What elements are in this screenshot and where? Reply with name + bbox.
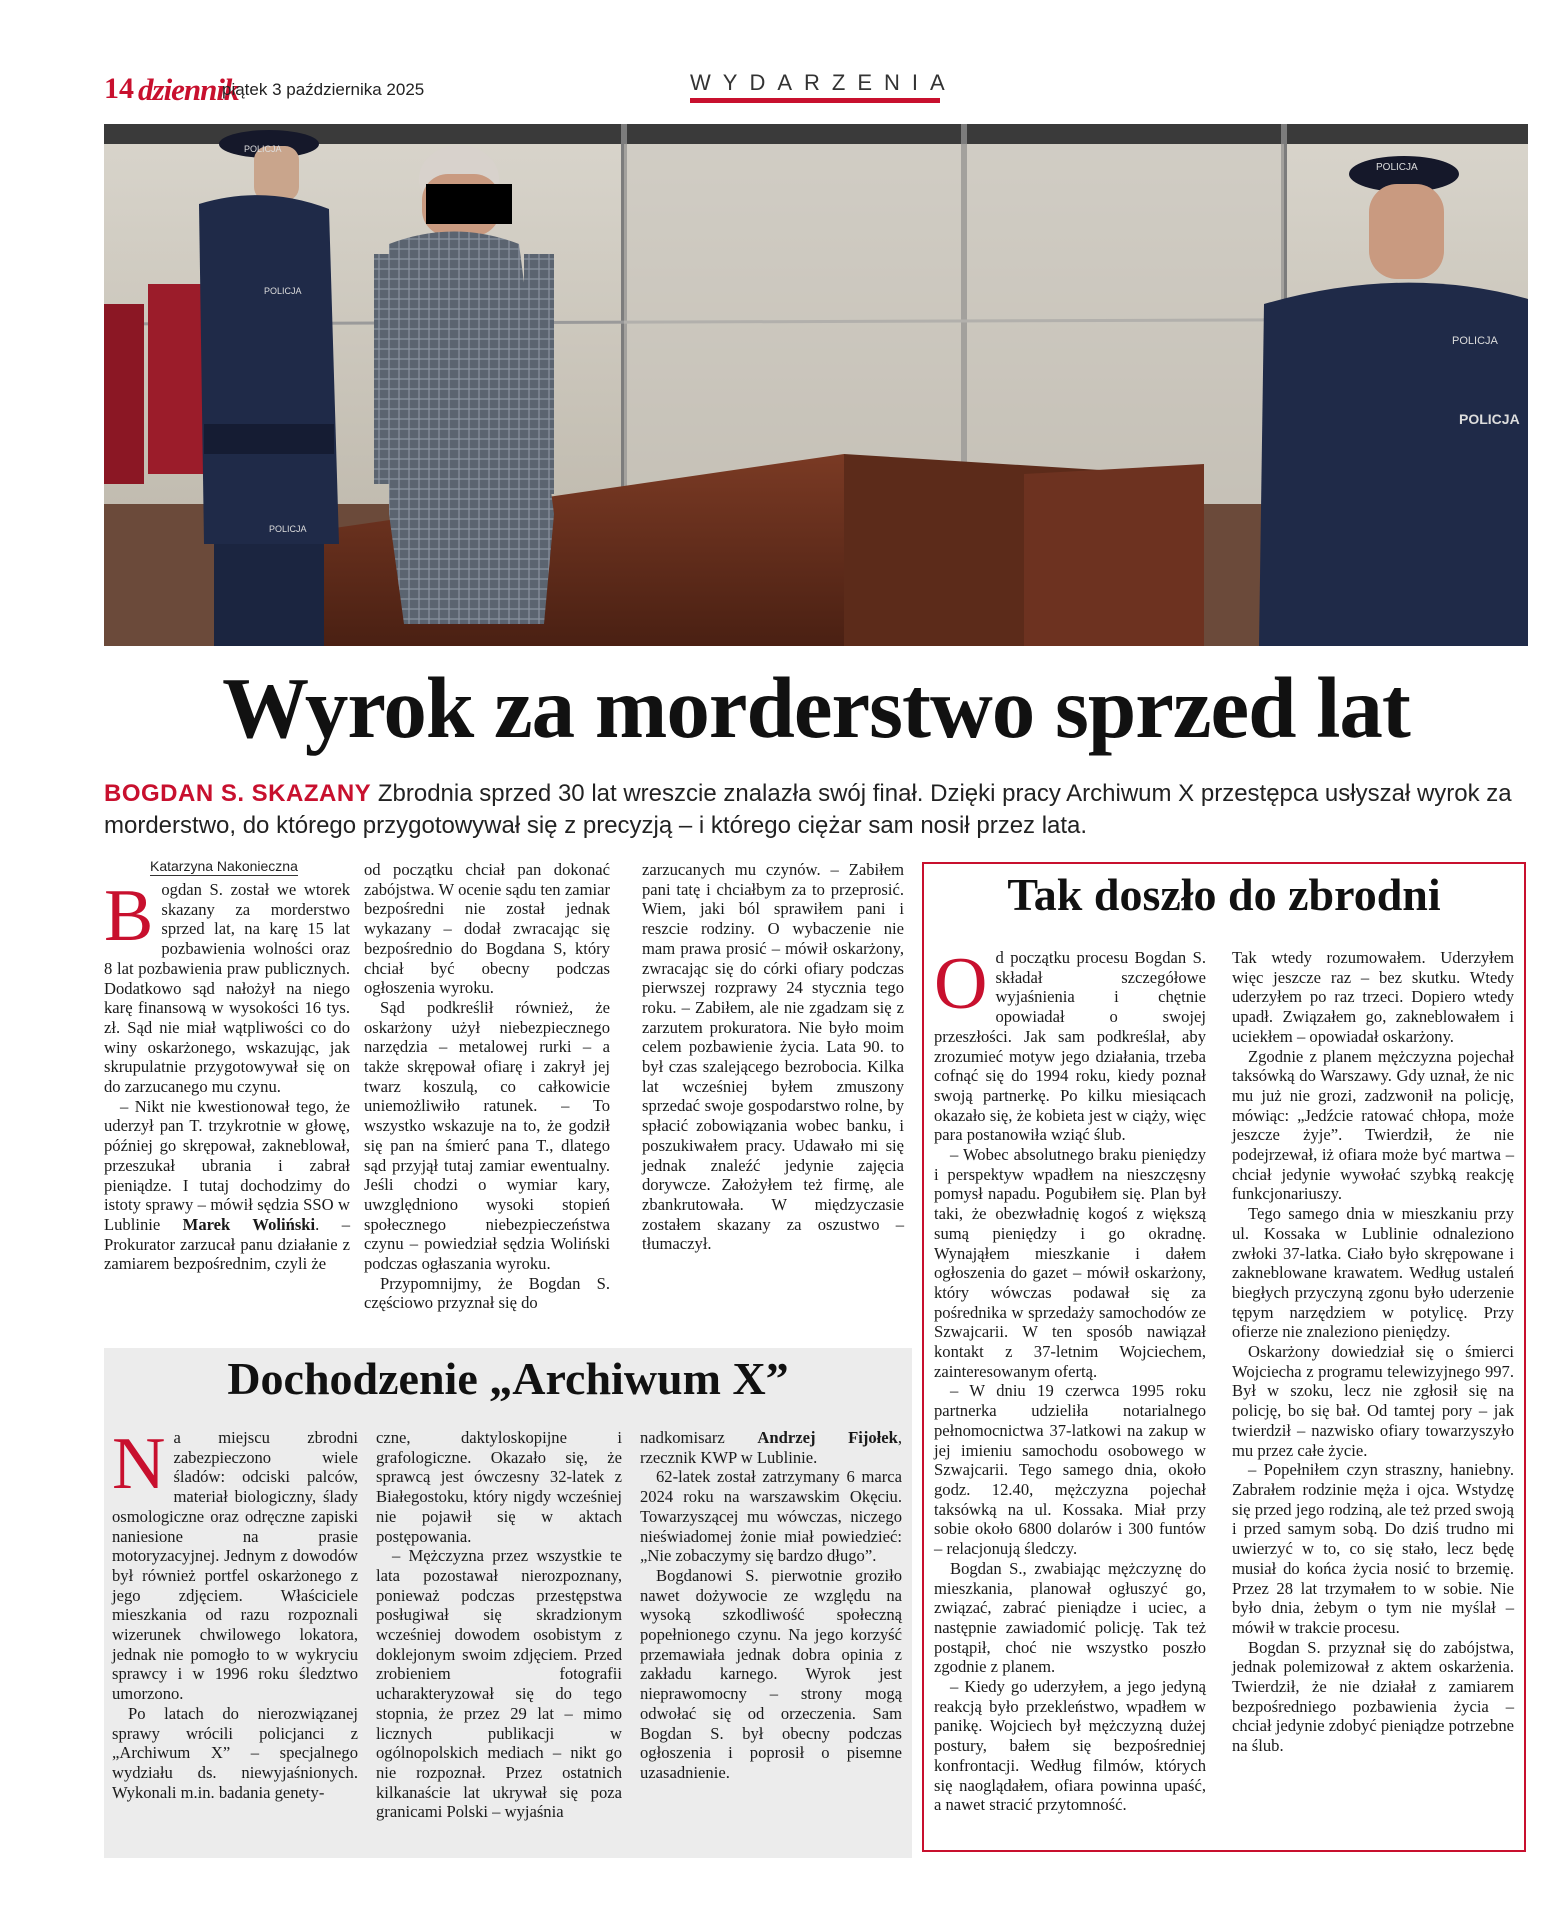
archiwum-column-2 — [376, 1428, 622, 1822]
paragraph: od początku chciał pan dokonać zabójstwa. W ocenie sądu ten zamiar bezpośredni nie został jednak wykazany – dodał zwracając się bezpośrednio do Bogdana S, który chciał być obecny podczas ogłoszenia wyroku. — [364, 860, 610, 998]
article-column-1 — [104, 875, 350, 1274]
judge-name: Marek Woliński — [182, 1214, 316, 1234]
sidebar-title: Tak doszło do zbrodni — [1007, 869, 1441, 920]
paragraph — [104, 1097, 350, 1274]
paragraph: Bogdan S. przyznał się do zabójstwa, jednak polemizował z aktem oskarżenia. Twierdził, że nie działał z zamiarem bezpośredniego pozbawienia życia – chciał jedynie zdobyć pieniądze potrzebne na ślub. — [1232, 1637, 1514, 1756]
paragraph: – Wobec absolutnego braku pieniędzy i perspektyw wpadłem na nieszczęsny pomysł napadu. Pogubiłem się. Plan był taki, że obezwładnię kogoś z większą sumą pieniędzy i go okradnę. Wynająłem mieszkanie i dałem ogłoszenia do gazet – mówił oskarżony, który wówczas podawał się za pośrednika w sprzedaży samochodów ze Szwajcarii. W ten sposób nawiązał kontakt z 37-letnim Wojciechem, zainteresowanym ofertą. — [934, 1145, 1206, 1381]
paragraph — [640, 1428, 902, 1467]
vest-badge-text-5: POLICJA — [1452, 335, 1498, 347]
archiwum-column-1 — [112, 1423, 358, 1802]
text-run: . – Prokurator zarzucał panu działanie z zamiarem bezpośrednim, czyli że — [104, 1214, 350, 1274]
page-number: 14 — [104, 72, 134, 105]
sidebar-column-1 — [934, 943, 1206, 1815]
paragraph: – W dniu 19 czerwca 1995 roku partnerka udzieliła notarialnego pełnomocnictwa 37-latkowi na zakup w jej imieniu samochodu osobowego w Szwajcarii. Tego samego dnia, około godz. 12.40, mężczyzna pojechał taksówką na ul. Kossaka. Miał przy sobie około 6800 dolarów i 300 funtów – relacjonują śledczy. — [934, 1381, 1206, 1559]
paragraph: – Mężczyzna przez wszystkie te lata pozostawał nierozpoznany, ponieważ podczas przestępstwa posługiwał się skradzionym wcześniej dowodem osobistym z doklejonym swoim zdjęciem. Przed zrobieniem fotografii ucharakteryzował się do tego stopnia, że przez 29 lat – mimo licznych publikacji w ogólnopolskich mediach – nikt go nie rozpoznał. Przez ostatnich kilkanaście lat ukrywał się poza granicami Polski – wyjaśnia — [376, 1546, 622, 1822]
section-underline — [690, 98, 940, 103]
courtroom-photo — [104, 124, 1528, 646]
text-run: , rzecznik KWP w Lublinie. — [640, 1428, 903, 1467]
paragraph: ogdan S. został we wtorek skazany za morderstwo sprzed lat, na karę 15 lat pozbawienia wolności oraz 8 lat pozbawienia praw publicznych. Dodatkowo sąd nałożył na niego karę finansową w wysokości 16 tys. zł. Sąd nie miał wątpliwości co do winy oskarżonego, wskazując, jak skrupulatnie przygotowywał się on do zarzucanego mu czynu. — [104, 880, 350, 1097]
vest-badge-text-3: POLICJA — [269, 524, 307, 534]
paragraph: Sąd podkreślił również, że oskarżony użył niebezpiecznego narzędzia – metalowej rurki – a także skrępował ofiarę i zakrył jej twarz koszulą, co całkowicie uniemożliwiło ratunek. – To wszystko wskazuje na to, że godził się pan na śmierć pana T., dlatego sąd przyjął tutaj zamiar ewentualny. Jeśli chodzi o wymiar kary, uwzględniono wysoki stopień społecznego niebezpieczeństwa czynu – powiedział sędzia Woliński podczas ogłaszania wyroku. — [364, 997, 610, 1274]
cap-badge-text-1: POLICJA — [244, 144, 282, 154]
dropcap-b: B — [104, 875, 154, 957]
paragraph: Tego samego dnia w mieszkaniu przy ul. Kossaka w Lublinie odnaleziono zwłoki 37-latka. Ciało było skrępowane i zakneblowane krawatem. Według ustaleń biegłych przyczyną zgonu było uderzenie tępym narzędziem w potylicę. Przy ofierze nie znaleziono pieniędzy. — [1232, 1204, 1514, 1342]
archiwum-title: Dochodzenie „Archiwum X” — [227, 1353, 789, 1404]
sidebar-column-2 — [1232, 948, 1514, 1756]
section-title: WYDARZENIA — [690, 70, 957, 95]
paragraph: Po latach do nierozwiązanej sprawy wrócili policjanci z „Archiwum X” – specjalnego wydziału ds. niewyjaśnionych. Wykonali m.in. badania genety- — [112, 1703, 358, 1802]
vest-badge-text-6: POLICJA — [1459, 411, 1520, 427]
paragraph: a miejscu zbrodni zabezpieczono wiele śladów: odciski palców, materiał biologiczny, ślady osmologiczne oraz odręczne zapiski naniesione na prasie motoryzacyjnej. Jednym z dowodów był również portfel oskarżonego z jego zdjęciem. Właściciele mieszkania od razu rozpoznali wizerunek chwilowego lokatora, jednak nie pomogło to w wykryciu sprawcy i w 1996 roku śledztwo umorzono. — [112, 1428, 358, 1704]
cap-badge-text-4: POLICJA — [1376, 162, 1418, 173]
article-column-3 — [642, 860, 904, 1254]
lead-kicker: BOGDAN S. SKAZANY — [104, 780, 372, 807]
author-byline: Katarzyna Nakonieczna — [150, 858, 298, 874]
paragraph: Tak wtedy rozumowałem. Uderzyłem więc jeszcze raz – bez skutku. Wtedy uderzyłem po raz trzeci. Dopiero wtedy upadł. Związałem go, zakneblowałem i uciekłem – opowiadał oskarżony. — [1232, 948, 1514, 1046]
dropcap-o: O — [934, 943, 988, 1025]
paragraph: zarzucanych mu czynów. – Zabiłem pani tatę i chciałbym za to przeprosić. Wiem, jaki ból sprawiłem pani i reszcie rodziny. O wybaczenie nie mam prawa prosić – mówił oskarżony, zwracając się do córki ofiary podczas pierwszej rozprawy 24 stycznia tego roku. – Zabiłem, ale nie zgadzam się z zarzutem prokuratora. Nie było moim celem pozbawienie życia. Lata 90. to był czas szalejącego bezrobocia. Kilka lat wcześniej byłem zmuszony sprzedać swoje gospodarstwo rolne, by spłacić zobowiązania wobec banku, i poszukiwałem pracy. Udawało mi się jednak znaleźć jedynie zajęcia dorywcze. Założyłem też firmę, ale zbankrutowała. W międzyczasie zostałem skazany za oszustwo – tłumaczył. — [642, 860, 904, 1254]
paragraph: Bogdanowi S. pierwotnie groziło nawet dożywocie ze względu na wysoką szkodliwość społeczną popełnionego czynu. Na jego korzyść przemawiała jednak dobra opinia z zakładu karnego. Wyrok jest nieprawomocny – strony mogą odwołać się od orzeczenia. Sam Bogdan S. był obecny podczas ogłoszenia i poprosił o pisemne uzasadnienie. — [640, 1565, 902, 1782]
paragraph: – Popełniłem czyn straszny, haniebny. Zabrałem rodzinie męża i ojca. Wstydzę się przed jego rodziną, ale też przed swoją i przed samym sobą. Do dziś trudno mi uwierzyć w to, co się stało, lecz będę musiał do końca życia nosić to brzemię. Przez 28 lat trzymałem to w sobie. Nie było dnia, żebym o tym nie myślał – mówił w trakcie procesu. — [1232, 1460, 1514, 1637]
newspaper-logo: dziennik — [138, 72, 239, 107]
article-lead — [104, 778, 1528, 842]
article-column-2 — [364, 860, 610, 1313]
paragraph: – Kiedy go uderzyłem, a jego jedyną reakcją było przekleństwo, wpadłem w panikę. Wojciech był mężczyzną dużej postury, bałem się bezpośredniej konfrontacji. Według filmów, których się naoglądałem, ofiara powinna upaść, a nawet stracić przytomność. — [934, 1677, 1206, 1815]
lead-text: Zbrodnia sprzed 30 lat wreszcie znalazła swój finał. Dzięki pracy Archiwum X przestępca usłyszał wyrok za morderstwo, do którego przygotowywał się z precyzją – i którego ciężar sam nosił przez lata. — [104, 780, 1512, 839]
paragraph: Przypomnijmy, że Bogdan S. częściowo przyznał się do — [364, 1273, 610, 1313]
paragraph: Oskarżony dowiedział się o śmierci Wojciecha z programu telewizyjnego 997. Był w szoku, lecz nie zgłosił się na policję, bo się bał. Od tamtej pory – jak twierdził – nazwisko ofiary towarzyszyło mu przez całe życie. — [1232, 1342, 1514, 1460]
paragraph: czne, daktyloskopijne i grafologiczne. Okazało się, że sprawcą jest ówczesny 32-latek z Białegostoku, który nigdy wcześniej nie pojawił się w aktach postępowania. — [376, 1428, 622, 1546]
paragraph: Zgodnie z planem mężczyzna pojechał taksówką do Warszawy. Gdy uznał, że nic mu już nie grozi, zadzwonił na policję, mówiąc: „Jedźcie ratować chłopa, może jeszcze żyje”. Twierdził, że nie podejrzewał, iż ofiara może być martwa – chciał jedynie wywołać szybką reakcję funkcjonariuszy. — [1232, 1046, 1514, 1204]
dropcap-n: N — [112, 1423, 166, 1505]
police-officer-left — [199, 130, 339, 646]
paragraph: 62-latek został zatrzymany 6 marca 2024 roku na warszawskim Okęciu. Towarzyszącej mu wówczas, niczego nieświadomej żonie miał powiedzieć: „Nie zobaczymy się bardzo długo”. — [640, 1467, 902, 1566]
issue-date: piątek 3 października 2025 — [222, 80, 425, 99]
text-run: nadkomisarz — [640, 1428, 758, 1447]
paragraph: d początku procesu Bogdan S. składał szczegółowe wyjaśnienia i chętnie opowiadał o swojej przeszłości. Jak sam podkreślał, aby zrozumieć motyw jego działania, trzeba cofnąć się do 1994 roku, kiedy poznał swoją partnerkę. Po kilku miesiącach okazało się, że kobieta jest w ciąży, więc para postanowiła wziąć ślub. — [934, 948, 1206, 1145]
vest-badge-text-2: POLICJA — [264, 286, 302, 296]
text-run: – Nikt nie kwestionował tego, że uderzył pan T. trzykrotnie w głowę, później go skrępował, zakneblował, przeszukał ubrania i zabrał pieniądze. I tutaj dochodzimy do istoty sprawy – mówił sędzia SSO w Lublinie — [104, 1096, 350, 1234]
spokesman-name: Andrzej Fijołek — [757, 1428, 898, 1447]
article-headline: Wyrok za morderstwo sprzed lat — [222, 659, 1410, 756]
archiwum-column-3 — [640, 1428, 902, 1783]
paragraph: Bogdan S., zwabiając mężczyznę do mieszkania, planował ogłuszyć go, związać, zabrać pieniądze i uciec, a następnie zawiadomić policję. Tak też postąpił, choć nie wszystko poszło zgodnie z planem. — [934, 1558, 1206, 1677]
